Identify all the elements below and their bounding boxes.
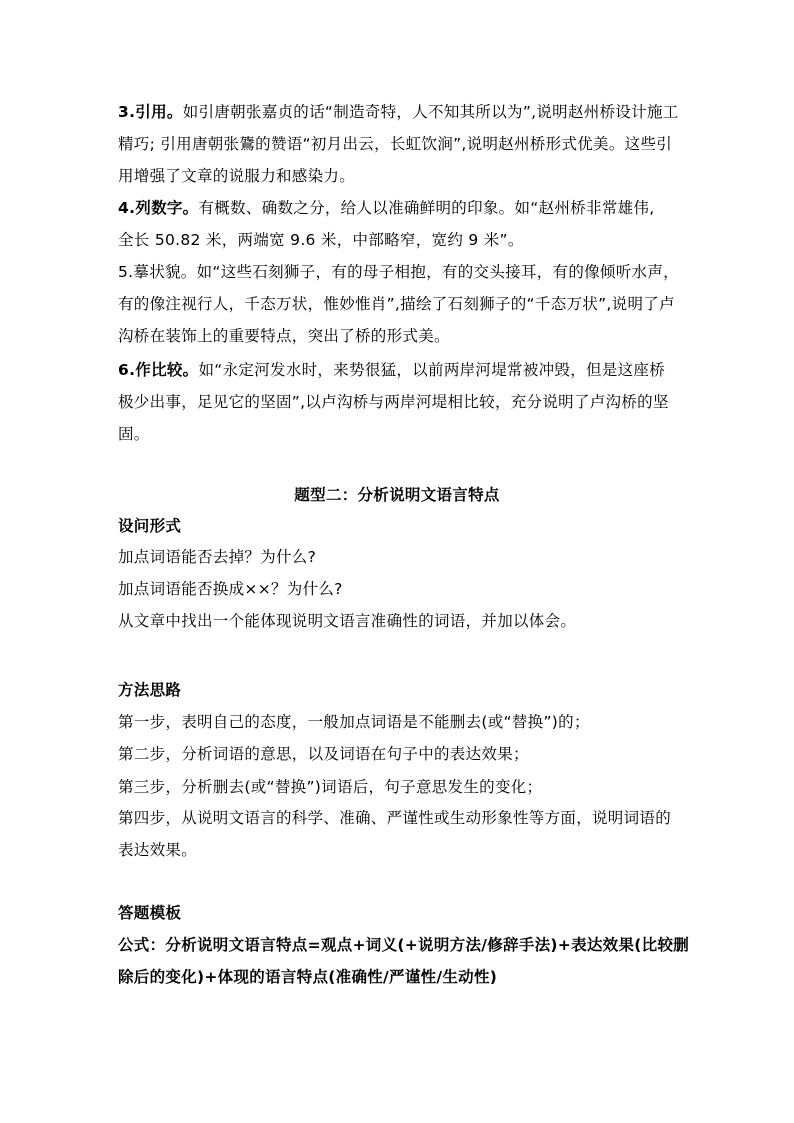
method-3-line-3: 用增强了文章的说服力和感染力。	[118, 167, 356, 185]
method-text: 如引唐朝张嘉贞的话“制造奇特，人不知其所以为”,说明赵州桥设计施工	[182, 103, 679, 121]
question-form-item: 加点词语能否换成××？为什么?	[118, 580, 343, 598]
method-text: 如“这些石刻狮子，有的母子相抱，有的交头接耳，有的像倾听水声，	[196, 263, 679, 281]
method-6-line-1	[118, 360, 665, 380]
method-4-line-1	[118, 198, 654, 218]
method-6-line-2: 极少出事，足见它的坚固”,以卢沟桥与两岸河堤相比较，充分说明了卢沟桥的坚	[118, 393, 669, 411]
method-6-line-3: 固。	[118, 425, 150, 443]
method-label: 4.列数字。	[118, 199, 199, 217]
method-5-line-1	[118, 262, 679, 282]
method-step: 第一步，表明自己的态度，一般加点词语是不能删去(或“替换”)的；	[118, 713, 590, 731]
method-step: 第三步，分析删去(或“替换”)词语后，句子意思发生的变化；	[118, 778, 543, 796]
method-step: 第二步，分析词语的意思，以及词语在句子中的表达效果；	[118, 745, 529, 763]
template-heading: 答题模板	[118, 904, 182, 922]
question-form-item: 加点词语能否去掉？为什么?	[118, 548, 317, 566]
section-title: 题型二：分析说明文语言特点	[294, 486, 500, 504]
method-3-line-2: 精巧; 引用唐朝张鷟的赞语“初月出云，长虹饮涧”,说明赵州桥形式优美。这些引	[118, 135, 673, 153]
method-5-line-3: 沟桥在装饰上的重要特点，突出了桥的形式美。	[118, 327, 450, 345]
method-5-line-2: 有的像注视行人，千态万状，惟妙惟肖”,描绘了石刻狮子的“千态万状”,说明了卢	[118, 295, 675, 313]
method-4-line-2: 全长 50.82 米，两端宽 9.6 米，中部略窄，宽约 9 米”。	[118, 231, 524, 249]
question-form-heading: 设问形式	[118, 517, 182, 535]
method-step: 表达效果。	[118, 841, 198, 859]
question-form-item: 从文章中找出一个能体现说明文语言准确性的词语，并加以体会。	[118, 612, 577, 630]
method-text: 如“永定河发水时，来势很猛，以前两岸河堤常被冲毁，但是这座桥	[198, 361, 666, 379]
method-label: 3.引用。	[118, 103, 183, 121]
method-text: 有概数、确数之分，给人以准确鲜明的印象。如“赵州桥非常雄伟,	[198, 199, 655, 217]
method-label: 5.摹状貌。	[118, 263, 197, 281]
template-formula: 公式：分析说明文语言特点=观点+词义(+说明方法/修辞手法)+表达效果(比较删	[118, 936, 690, 954]
method-steps-heading: 方法思路	[118, 681, 182, 699]
method-label: 6.作比较。	[118, 361, 199, 379]
method-3-line-1	[118, 102, 679, 122]
method-step: 第四步，从说明文语言的科学、准确、严谨性或生动形象性等方面，说明词语的	[118, 809, 672, 827]
template-formula: 除后的变化)+体现的语言特点(准确性/严谨性/生动性)	[118, 968, 498, 986]
